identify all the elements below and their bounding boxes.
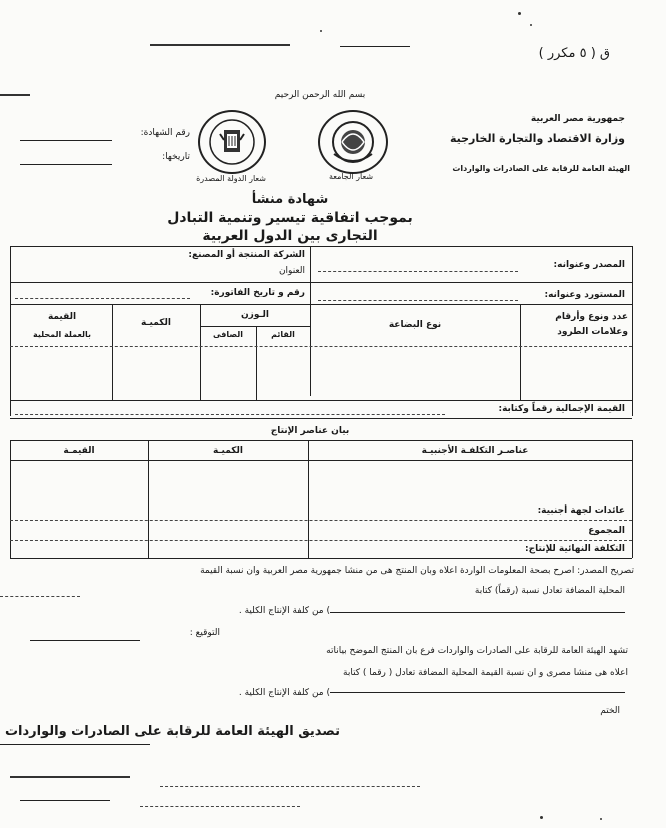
state-emblem: [198, 110, 266, 174]
exporter-signature-label: التوقيع :: [189, 628, 220, 638]
authority-line-2: أعلاه هى منشأ مصرى و أن نسبة القيمة المحلية المضافة تعادل ( رقماً ) كتابة: [343, 668, 628, 678]
declaration-words-field[interactable]: [0, 596, 80, 597]
agreement-line-2: التجارى بين الدول العربية: [202, 228, 378, 244]
invoice-label: رقم و تاريخ الفاتورة:: [210, 288, 305, 298]
scan-artifact-line: [150, 44, 290, 46]
form-center-divider: [310, 246, 311, 396]
row-divider: [10, 304, 632, 305]
scan-artifact-line: [0, 94, 30, 96]
form-left-border: [10, 246, 11, 416]
arab-league-emblem-icon: [320, 112, 386, 172]
declaration-line-1: تصريح المصدر: أصرح بصحة المعلومات الواردة أعلاه وبأن المنتج هى من منشأ جمهورية مصر العربية وأن نسبة القيمة: [200, 566, 634, 576]
row-divider: [10, 282, 632, 283]
foreign-entity-label: عائدات لجهة أجنبية:: [537, 506, 625, 516]
weight-header-divider: [200, 326, 310, 327]
production-right-border: [632, 440, 633, 558]
production-value-header: القيمـة: [63, 446, 95, 456]
production-header-bottom: [10, 460, 632, 461]
scan-artifact-line: [140, 806, 300, 807]
foreign-elements-header: عناصـر التكلفـة الأجنبيـة: [421, 446, 529, 456]
consignee-label: المستورد وعنوانه:: [544, 290, 625, 300]
scan-speck: [600, 818, 602, 820]
scan-speck: [540, 816, 543, 819]
production-quantity-header: الكميـة: [213, 446, 243, 456]
exporter-signature-field[interactable]: [30, 640, 140, 641]
authority-line-3: ) من كلفة الإنتاج الكلية .: [238, 688, 330, 698]
declaration-line-2: المحلية المضافة تعادل نسبة (رقماً) كتابة: [474, 586, 625, 596]
certificate-title: شهادة منشأ: [251, 192, 329, 207]
endorsement-signature-line[interactable]: [0, 744, 150, 745]
goods-table-bottom: [10, 400, 632, 401]
production-section-title: بيان عناصر الإنتاج: [270, 426, 350, 436]
net-weight-header: الصافى: [213, 330, 243, 339]
value-header: القيمة: [47, 312, 77, 322]
production-bottom-border: [10, 558, 632, 559]
stamp-label: الختم: [600, 706, 620, 716]
goods-column-divider: [112, 304, 113, 400]
form-section-bottom: [10, 418, 632, 419]
scan-artifact-line: [160, 786, 420, 787]
production-top-border: [10, 440, 632, 441]
eagle-emblem-icon: [200, 112, 264, 172]
scan-speck: [530, 24, 532, 26]
country-name: جمهورية مصر العربية: [530, 114, 625, 124]
certificate-date-field[interactable]: [20, 164, 112, 165]
production-row-divider: [10, 540, 632, 541]
form-reference: ق ( ٥ مكرر ): [538, 46, 610, 61]
production-total-label: المجموع: [588, 526, 625, 536]
exporter-field[interactable]: [318, 271, 518, 272]
scan-artifact-line: [20, 800, 110, 801]
declaration-blank-line[interactable]: [330, 612, 625, 613]
total-value-label: القيمة الإجمالية رقماً وكتابة:: [498, 404, 625, 414]
scan-artifact-line: [340, 46, 410, 47]
goods-type-header: نوع البضاعة: [388, 320, 442, 330]
weight-subcolumn-divider: [256, 326, 257, 400]
producer-label: الشركة المنتجة أو المصنع:: [188, 250, 305, 260]
form-top-border: [10, 246, 632, 247]
authority-name: الهيئة العامة للرقابة على الصادرات والواردات: [452, 164, 630, 173]
address-label: العنوان: [278, 266, 305, 276]
goods-column-divider: [200, 304, 201, 400]
production-row-divider: [10, 520, 632, 521]
basmala: بسم الله الرحمن الرحيم: [274, 90, 366, 100]
certificate-number-field[interactable]: [20, 140, 112, 141]
packages-header: عدد ونوع وأرقام وعلامات الطرود: [555, 312, 628, 337]
total-value-field[interactable]: [15, 414, 445, 415]
certificate-number-label: رقم الشهادة:: [140, 128, 190, 138]
declaration-line-3: ) من كلفة الإنتاج الكلية .: [238, 606, 330, 616]
agreement-line-1: بموجب اتفاقية تيسير وتنمية التبادل: [167, 210, 413, 226]
authority-endorsement-title: تصديق الهيئة العامة للرقابة على الصادرات والواردات: [4, 724, 340, 739]
arab-league-emblem: [318, 110, 388, 174]
gross-weight-header: القائم: [271, 330, 295, 339]
quantity-header: الكميـة: [141, 318, 171, 328]
certificate-date-label: تاريخها:: [162, 152, 190, 162]
ministry-name: وزارة الاقتصاد والتجارة الخارجية: [449, 132, 625, 145]
scan-artifact-line: [10, 776, 130, 778]
form-right-border: [632, 246, 633, 416]
consignee-field[interactable]: [318, 300, 518, 301]
local-currency-header: بالعملة المحلية: [32, 330, 92, 339]
authority-blank-line[interactable]: [330, 692, 625, 693]
scan-speck: [320, 30, 322, 32]
goods-header-bottom: [10, 346, 632, 347]
exporter-label: المصدر وعنوانه:: [553, 260, 625, 270]
arab-league-emblem-label: شعار الجامعة: [328, 172, 374, 181]
scan-speck: [518, 12, 521, 15]
final-cost-label: التكلفة النهائية للإنتاج:: [525, 544, 625, 554]
invoice-field[interactable]: [15, 298, 190, 299]
goods-column-divider: [520, 304, 521, 400]
state-emblem-label: شعار الدولة المصدرة: [196, 174, 266, 183]
authority-line-1: تشهد الهيئة العامة للرقابة على الصادرات والواردات فرع بأن المنتج الموضح بياناته: [326, 646, 628, 656]
weight-header: الـوزن: [240, 310, 270, 320]
